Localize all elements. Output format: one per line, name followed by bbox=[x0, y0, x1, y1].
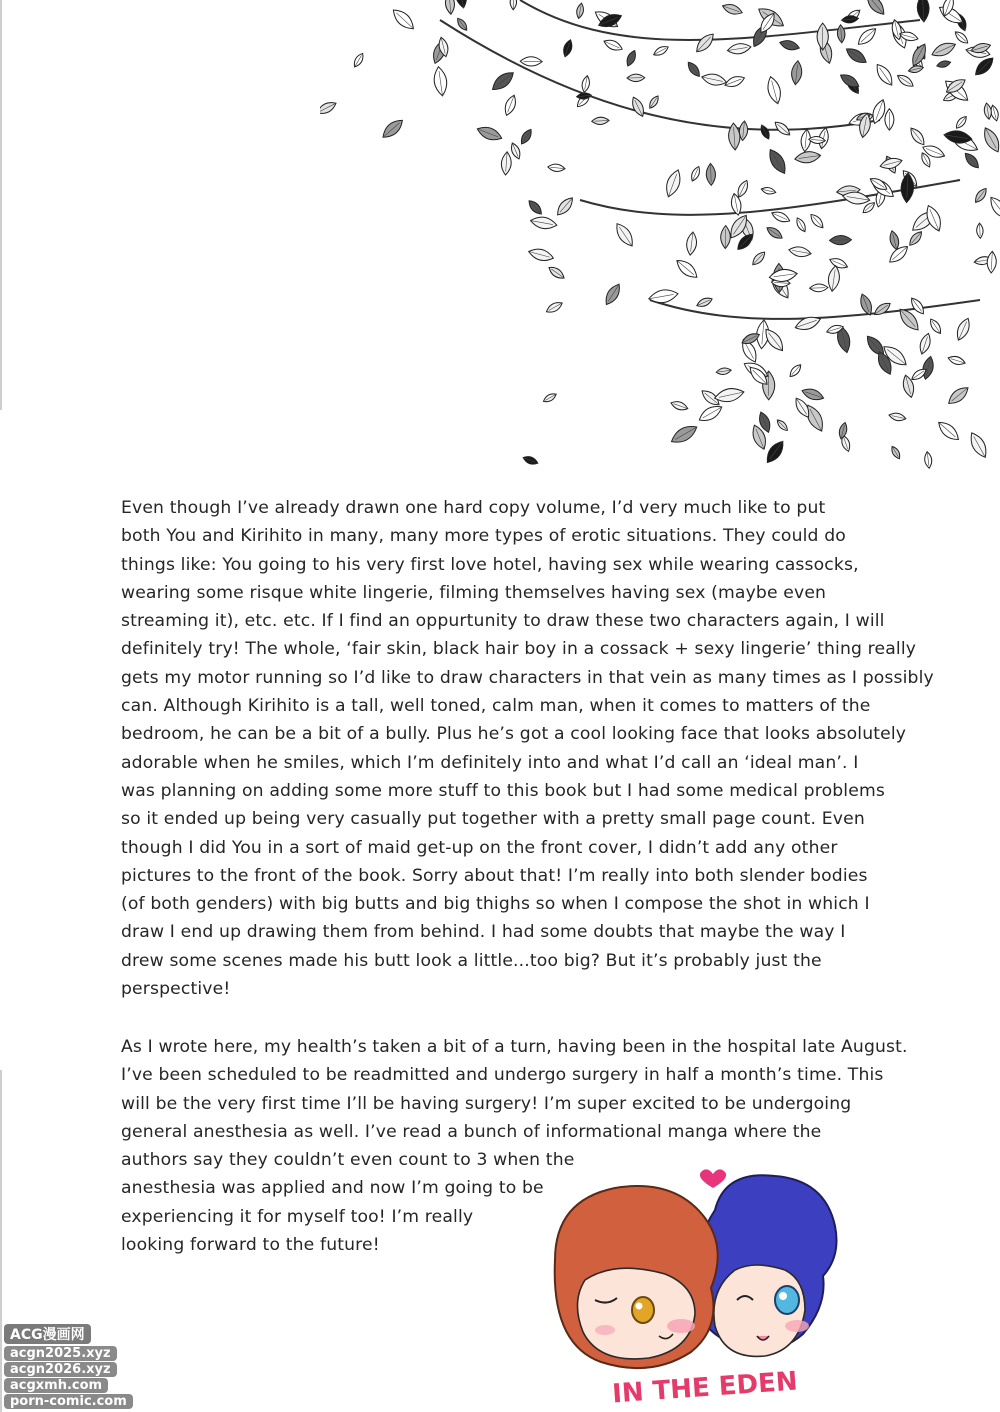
page-edge-rule bbox=[0, 1070, 2, 1412]
page-edge-rule bbox=[0, 0, 2, 410]
text-line: so it ended up being very casually put together with a pretty small page count. Even bbox=[121, 809, 865, 830]
watermark-line: acgxmh.com bbox=[4, 1378, 108, 1393]
text-line: streaming it), etc. etc. If I find an oppurtunity to draw these two characters again, I will bbox=[121, 611, 885, 632]
watermark-line: acgn2025.xyz bbox=[4, 1346, 117, 1361]
text-line: general anesthesia as well. I’ve read a bunch of informational manga where the bbox=[121, 1121, 822, 1142]
text-line: draw I end up drawing them from behind. I had some doubts that maybe the way I bbox=[121, 922, 846, 943]
in-the-eden-caption: IN THE EDEN bbox=[611, 1366, 799, 1410]
text-line: bedroom, he can be a bit of a bully. Plus he’s got a cool looking face that looks absolutely bbox=[121, 724, 907, 745]
watermark-line: porn-comic.com bbox=[4, 1394, 133, 1409]
chibi-couple-illustration bbox=[535, 1150, 875, 1410]
heart-icon bbox=[700, 1169, 726, 1188]
watermark-site: ACG漫画网 bbox=[4, 1324, 91, 1344]
text-line: (of both genders) with big butts and big thighs so when I compose the shot in which I bbox=[121, 894, 870, 915]
text-line: can. Although Kirihito is a tall, well toned, calm man, when it comes to matters of the bbox=[121, 696, 871, 717]
watermark-line: acgn2026.xyz bbox=[4, 1362, 117, 1377]
text-line: both You and Kirihito in many, many more types of erotic situations. They could do bbox=[121, 526, 846, 547]
text-line: As I wrote here, my health’s taken a bit of a turn, having been in the hospital late August. bbox=[121, 1037, 908, 1057]
text-line: I’ve been scheduled to be readmitted and undergo surgery in half a month’s time. This bbox=[121, 1065, 884, 1086]
red-haired-character bbox=[555, 1186, 718, 1368]
text-line: things like: You going to his very first love hotel, having sex while wearing cassocks, bbox=[121, 554, 859, 575]
text-line: definitely try! The whole, ‘fair skin, black hair boy in a cossack + sexy lingerie’ thing really bbox=[121, 639, 917, 660]
text-line: experiencing it for myself too! I’m really bbox=[121, 1206, 474, 1227]
text-line: drew some scenes made his butt look a little...too big? But it’s probably just the bbox=[121, 950, 822, 971]
text-line: authors say they couldn’t even count to 3 when the bbox=[121, 1150, 575, 1171]
text-line: pictures to the front of the book. Sorry about that! I’m really into both slender bodies bbox=[121, 865, 868, 886]
text-line: Even though I’ve already drawn one hard copy volume, I’d very much like to put bbox=[121, 498, 826, 518]
text-line: though I did You in a sort of maid get-up on the front cover, I didn’t add any other bbox=[121, 837, 838, 858]
text-line: looking forward to the future! bbox=[121, 1235, 380, 1256]
text-line: perspective! bbox=[121, 979, 231, 1000]
text-line: will be the very first time I’ll be having surgery! I’m super excited to be undergoing bbox=[121, 1093, 852, 1114]
text-line: adorable when he smiles, which I’m definitely into and what I’d call an ‘ideal man’. I bbox=[121, 752, 859, 773]
tree-foliage-illustration bbox=[320, 0, 1000, 470]
text-line: was planning on adding some more stuff to this book but I had some medical problems bbox=[121, 780, 885, 801]
text-line: wearing some risque white lingerie, filming themselves having sex (maybe even bbox=[121, 582, 827, 603]
text-line: gets my motor running so I’d like to draw characters in that vein as many times as I possibly bbox=[121, 667, 934, 688]
text-line: anesthesia was applied and now I’m going to be bbox=[121, 1178, 544, 1199]
afterword-paragraph-1 bbox=[121, 494, 934, 1003]
